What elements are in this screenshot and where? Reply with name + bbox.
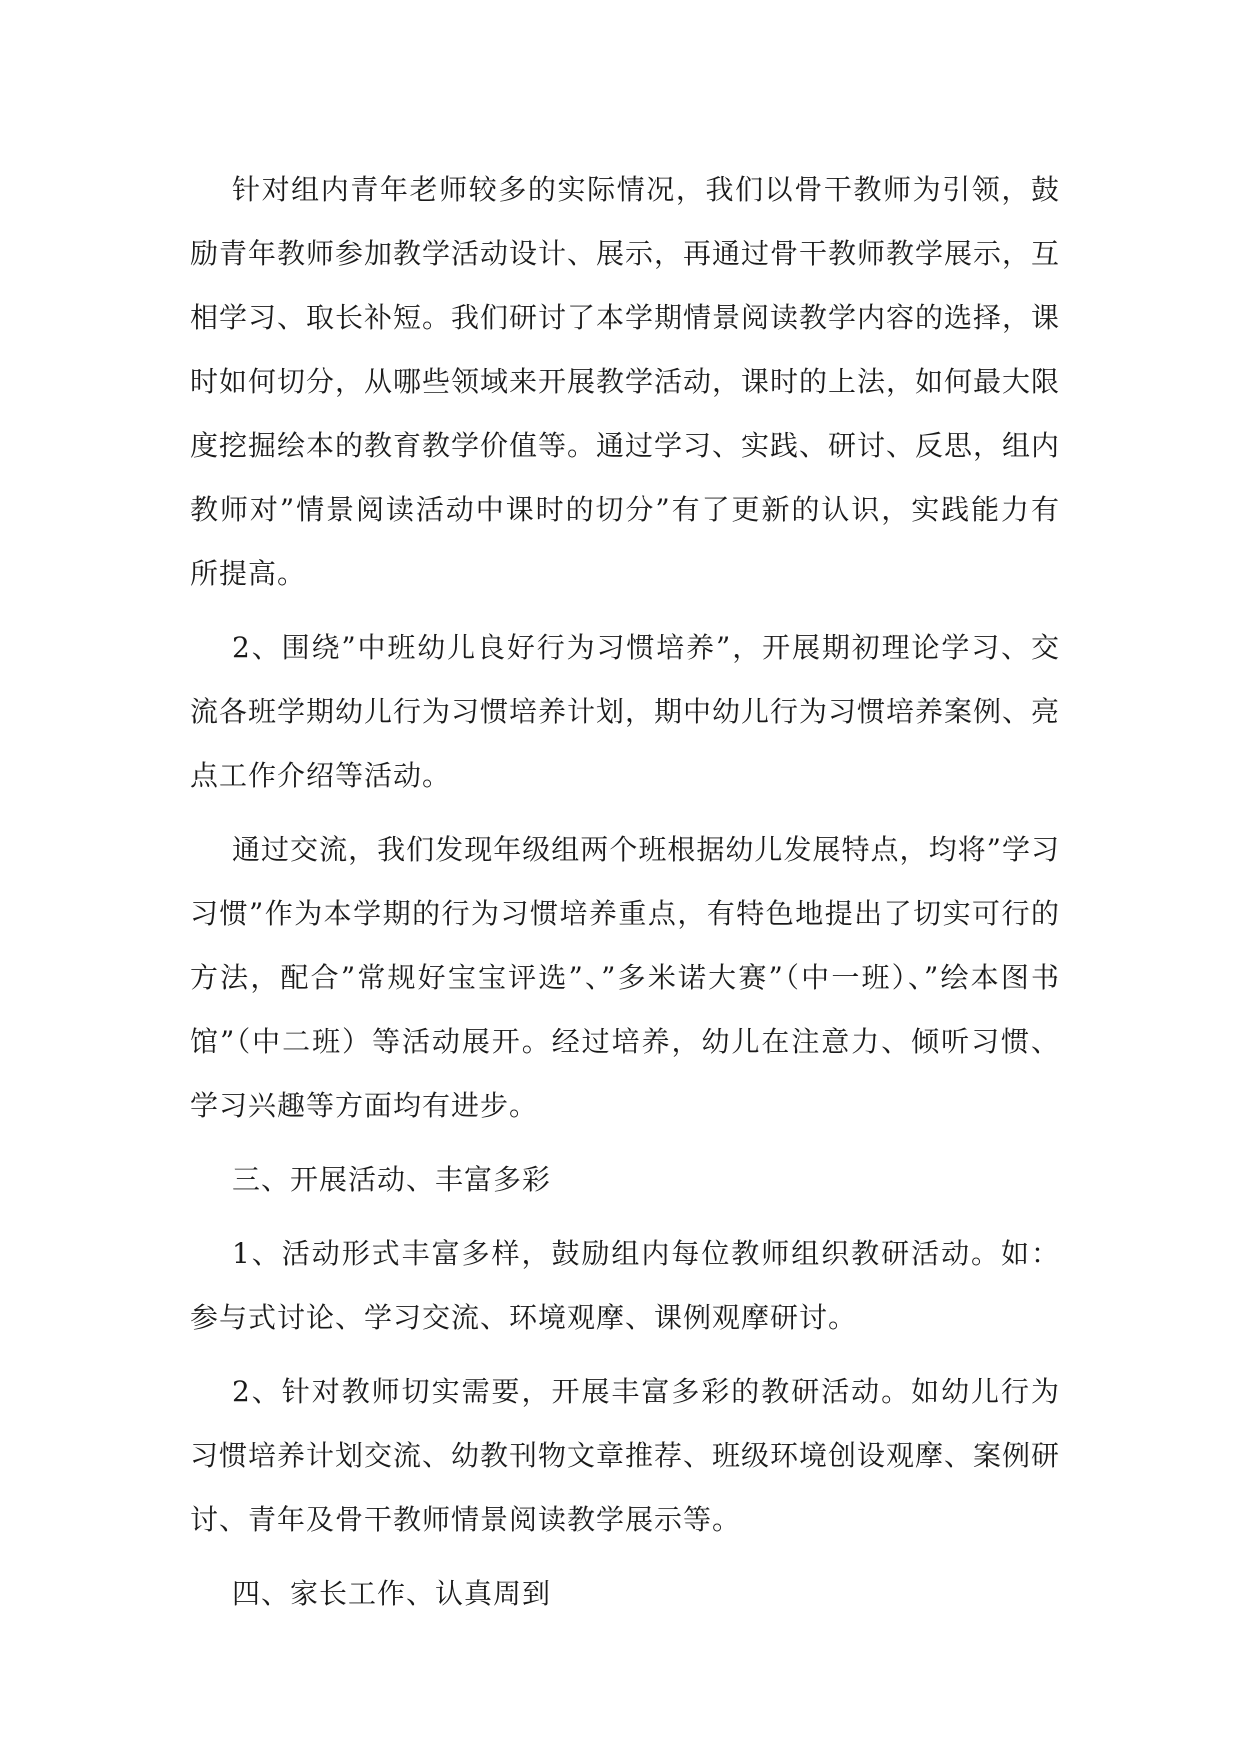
paragraph-reading-teaching: 针对组内青年老师较多的实际情况，我们以骨干教师为引领，鼓励青年教师参加教学活动设计、展示，再通过骨干教师教学展示，互相学习、取长补短。我们研讨了本学期情景阅读教学内容的选择，课时如何切分，从哪些领域来开展教学活动，课时的上法，如何最大限度挖掘绘本的教育教学价值等。通过学习、实践、研讨、反思，组内教师对”情景阅读活动中课时的切分”有了更新的认识，实践能力有所提高。 — [190, 173, 1061, 590]
section-heading-activities: 三、开展活动、丰富多彩 — [232, 1163, 552, 1196]
section-heading-parent-work: 四、家长工作、认真周到 — [232, 1577, 552, 1610]
document-body — [190, 158, 1060, 1636]
paragraph-teacher-needs: 2、针对教师切实需要，开展丰富多彩的教研活动。如幼儿行为习惯培养计划交流、幼教刊物文章推荐、班级环境创设观摩、案例研讨、青年及骨干教师情景阅读教学展示等。 — [190, 1375, 1061, 1536]
paragraph-exchange-results: 通过交流，我们发现年级组两个班根据幼儿发展特点，均将”学习习惯”作为本学期的行为习惯培养重点，有特色地提出了切实可行的方法，配合”常规好宝宝评选”、”多米诺大赛”（中一班）、”绘本图书馆”（中二班）等活动展开。经过培养，幼儿在注意力、倾听习惯、学习兴趣等方面均有进步。 — [190, 833, 1060, 1122]
paragraph-behavior-habits: 2、围绕”中班幼儿良好行为习惯培养”，开展期初理论学习、交流各班学期幼儿行为习惯培养计划，期中幼儿行为习惯培养案例、亮点工作介绍等活动。 — [190, 631, 1061, 792]
paragraph-activity-forms: 1、活动形式丰富多样，鼓励组内每位教师组织教研活动。如：参与式讨论、学习交流、环境观摩、课例观摩研讨。 — [190, 1237, 1060, 1334]
